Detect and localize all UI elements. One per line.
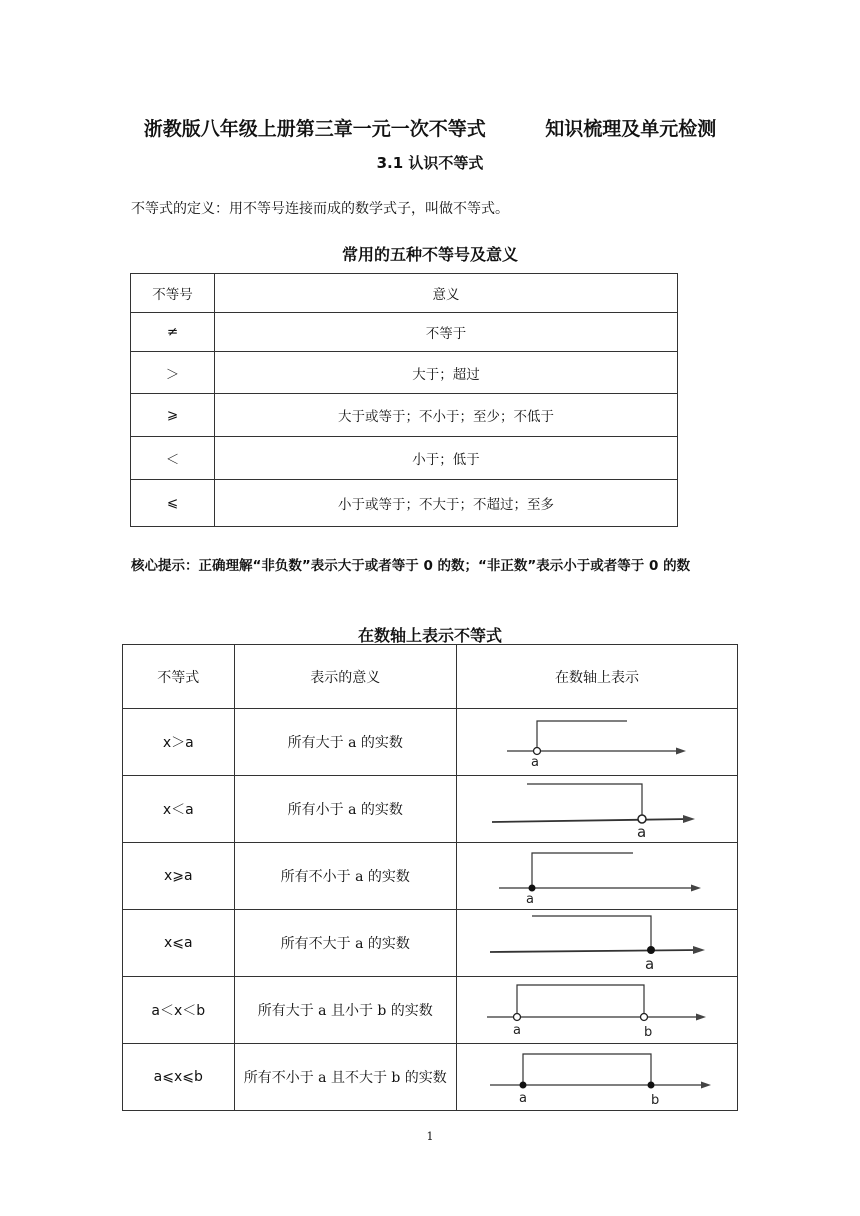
meaning-cell: 所有不小于 a 且不大于 b 的实数 [234,1044,456,1111]
meaning-cell: 所有大于 a 的实数 [234,709,456,776]
number-line-table [122,644,738,1111]
document-title: 浙教版八年级上册第三章一元一次不等式 知识梳理及单元检测 [143,118,717,140]
open-point [641,1014,648,1021]
range-bracket [532,853,633,888]
table-row [123,843,738,910]
table2-heading: 在数轴上表示不等式 [357,626,502,645]
table-row [123,1044,738,1111]
arrow-head [693,946,705,954]
meaning-cell: 所有大于 a 且小于 b 的实数 [234,977,456,1044]
table-header-row [123,645,738,709]
meaning-cell: 大于或等于；不小于；至少；不低于 [215,394,678,437]
header-symbol: 不等号 [131,274,215,313]
range-bracket [517,985,644,1017]
table1-heading: 常用的五种不等号及意义 [341,245,518,264]
number-line-cell [457,977,738,1044]
meaning-cell: 所有不小于 a 的实数 [234,843,456,910]
number-line-diagram [457,709,737,771]
table-row [131,480,678,527]
arrow-head [696,1014,706,1021]
symbol-cell: ⩾ [131,394,215,437]
number-line-cell [457,910,738,977]
number-line-cell [457,843,738,910]
number-line-cell [457,1044,738,1111]
number-line-axis [490,950,699,952]
arrow-head [701,1082,711,1089]
arrow-head [676,748,686,755]
range-bracket [537,721,627,747]
range-bracket [523,1054,651,1085]
table-header-row [131,274,678,313]
table-row [131,352,678,394]
table-row [131,394,678,437]
arrow-head [683,815,695,823]
header-number-line: 在数轴上表示 [457,645,738,709]
inequality-cell: x＞a [123,709,235,776]
meaning-cell: 所有不大于 a 的实数 [234,910,456,977]
point-label-b: b [651,1093,660,1106]
header-meaning: 表示的意义 [234,645,456,709]
point-label-a: a [519,1091,527,1106]
number-line-diagram [457,977,737,1039]
meaning-cell: 大于；超过 [215,352,678,394]
inequality-symbols-table [130,273,678,527]
open-point [638,815,646,823]
symbol-cell: ＜ [131,437,215,480]
symbol-cell: ＞ [131,352,215,394]
inequality-cell: x＜a [123,776,235,843]
filled-point [520,1082,527,1089]
meaning-cell: 所有小于 a 的实数 [234,776,456,843]
symbol-cell: ⩽ [131,480,215,527]
number-line-diagram [457,910,737,972]
filled-point [647,946,655,954]
point-label-a: a [526,892,534,905]
filled-point [648,1082,655,1089]
definition-paragraph: 不等式的定义：用不等号连接而成的数学式子，叫做不等式。 [131,201,509,217]
inequality-cell: a＜x＜b [123,977,235,1044]
number-line-diagram [457,776,737,838]
header-inequality: 不等式 [123,645,235,709]
point-label-a: a [513,1023,521,1038]
core-tip: 核心提示：正确理解“非负数”表示大于或者等于 0 的数；“非正数”表示小于或者等于 0 的数 [131,558,691,574]
meaning-cell: 不等于 [215,313,678,352]
open-point [534,748,541,755]
meaning-cell: 小于；低于 [215,437,678,480]
table-row [131,437,678,480]
meaning-cell: 小于或等于；不大于；不超过；至多 [215,480,678,527]
point-label-a: a [645,955,655,972]
inequality-cell: x⩽a [123,910,235,977]
page-number: 1 [426,1130,434,1143]
number-line-axis [492,819,689,822]
filled-point [529,885,536,892]
header-meaning: 意义 [215,274,678,313]
section-title: 3.1 认识不等式 [376,154,484,172]
point-label-b: b [644,1025,653,1039]
point-label-a: a [531,755,539,770]
inequality-cell: a⩽x⩽b [123,1044,235,1111]
number-line-cell [457,776,738,843]
range-bracket [532,916,651,950]
number-line-diagram [457,843,737,905]
table-row [123,709,738,776]
number-line-cell [457,709,738,776]
inequality-cell: x⩾a [123,843,235,910]
table-row [131,313,678,352]
table-row [123,977,738,1044]
open-point [514,1014,521,1021]
table-row [123,910,738,977]
range-bracket [527,784,642,816]
arrow-head [691,885,701,892]
table-row [123,776,738,843]
number-line-diagram [457,1044,737,1106]
point-label-a: a [637,823,647,838]
symbol-cell: ≠ [131,313,215,352]
